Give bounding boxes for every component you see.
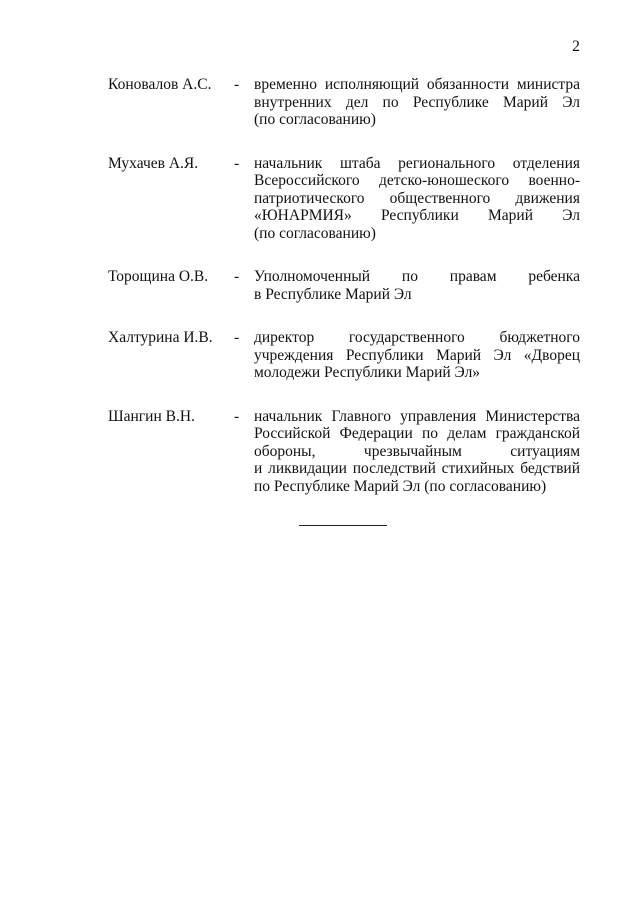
member-position <box>254 76 580 129</box>
dash-separator: - <box>234 154 240 172</box>
position-line: (по согласованию) <box>254 111 376 128</box>
position-line: «ЮНАРМИЯ» Республики Марий Эл <box>254 207 580 224</box>
position-line: в Республике Марий Эл <box>254 285 412 303</box>
position-line: учреждения Республики Марий Эл «Дворец <box>254 346 580 364</box>
member-name: Коновалов А.С. <box>108 76 212 93</box>
member-name: Шангин В.Н. <box>108 407 195 425</box>
position-line: внутренних дел по Республике Марий Эл <box>254 93 580 111</box>
position-line: начальник Главного управления Министерства <box>254 407 580 425</box>
position-line: Уполномоченный по правам ребенка <box>254 268 580 285</box>
closing-divider <box>299 525 387 526</box>
member-name: Халтурина И.В. <box>108 329 213 346</box>
member-entry <box>108 76 580 129</box>
dash-separator: - <box>234 268 240 285</box>
position-line: обороны, чрезвычайным ситуациям <box>254 442 580 460</box>
position-line: начальник штаба регионального отделения <box>254 154 580 172</box>
position-line: Российской Федерации по делам гражданской <box>254 425 580 442</box>
member-position <box>254 408 580 496</box>
member-entry <box>108 408 580 496</box>
member-list <box>108 76 580 495</box>
member-position <box>254 268 580 303</box>
member-entry <box>108 329 580 382</box>
position-line: Всероссийского детско-юношеского военно- <box>254 172 580 189</box>
position-line: директор государственного бюджетного <box>254 329 580 346</box>
dash-separator: - <box>234 76 240 93</box>
dash-separator: - <box>234 407 240 425</box>
position-line: патриотического общественного движения <box>254 189 580 207</box>
position-line: временно исполняющий обязанности министра <box>254 76 580 93</box>
member-entry <box>108 268 580 303</box>
position-line: и ликвидации последствий стихийных бедствий <box>254 460 580 477</box>
member-position <box>254 155 580 243</box>
position-line: (по согласованию) <box>254 224 376 242</box>
page-number: 2 <box>572 38 580 55</box>
member-name: Торощина О.В. <box>108 268 209 285</box>
position-line: по Республике Марий Эл (по согласованию) <box>254 477 547 495</box>
member-name: Мухачев А.Я. <box>108 154 199 172</box>
position-line: молодежи Республики Марий Эл» <box>254 364 481 381</box>
member-position <box>254 329 580 382</box>
member-entry <box>108 155 580 243</box>
dash-separator: - <box>234 329 240 346</box>
